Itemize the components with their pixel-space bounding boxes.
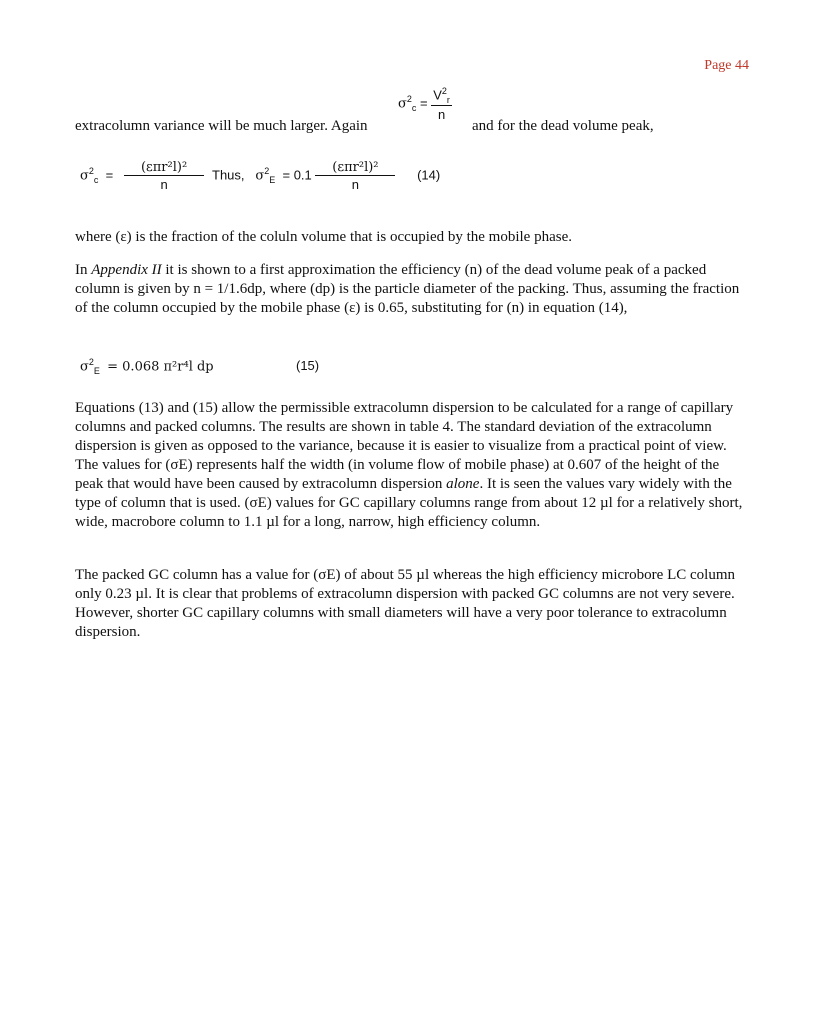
fraction: $\frac{\text{(επr²l)²}}{n}$ [124, 160, 204, 192]
equation-label-14: (14) [417, 167, 441, 183]
equation-sigma-c-inline: $\sigma^2_c$ = $\frac{V^2_r}{n}$ [398, 86, 450, 122]
equation-sigma-c: $\sigma^2_c$ = $\frac{\text{(επr²l)²}}{n}$ [80, 160, 204, 192]
paragraph-equations: Equations (13) and (15) allow the permissible extracolumn dispersion to be calculated for a range of capillary columns and packed columns. The results are shown in table 4. The standard deviation of the extracolumn dispersion is given as opposed to the variance, because it is easier to visualize from a practical point of view. The values for (σE) represents half the width (in volume flow of mobile phase) at 0.607 of the height of the peak that would have been caused by extracolumn dispersion alone. It is seen the values vary widely with the type of column that is used. (σE) values for GC capillary columns range from about 12 µl for a relatively short, wide, macrobore column to 1.1 µl for a long, narrow, high efficiency column. [75, 400, 743, 530]
equation-label-15: (15) [296, 358, 320, 373]
text-line-dead-volume: and for the dead volume peak, [472, 118, 654, 134]
equation-15: $\sigma^2_E = 0.068$ π²r⁴l dp [80, 357, 214, 376]
paragraph-epsilon: where (ε) is the fraction of the coluln volume that is occupied by the mobile phase. [75, 229, 572, 245]
equation-14: Thus, $\sigma^2_E = 0.1$ $\frac{\text{(επr²l)²}}{n}$ (14) [212, 160, 441, 192]
appendix-reference: Appendix II [91, 262, 162, 278]
fraction: $\frac{V^2_r}{n}$ [433, 86, 450, 122]
paragraph-packed-column: The packed GC column has a value for (σE) of about 55 µl whereas the high efficiency microbore LC column only 0.23 µl. It is clear that problems of extracolumn dispersion with packed GC columns are not very severe. However, shorter GC capillary columns with small diameters will have a very poor tolerance to extracolumn dispersion. [75, 567, 735, 640]
text-line-again: extracolumn variance will be much larger. Again [75, 118, 368, 134]
paragraph-appendix: In Appendix II it is shown to a first approximation the efficiency (n) of the dead volume peak of a packed column is given by n = 1/1.6dp, where (dp) is the particle diameter of the packing. Thus, assuming the fraction of the column occupied by the mobile phase (ε) is 0.65, substituting for (n) in equation (14), [75, 262, 740, 316]
page-number: Page 44 [704, 58, 749, 73]
fraction: $\frac{\text{(επr²l)²}}{n}$ [315, 160, 395, 192]
